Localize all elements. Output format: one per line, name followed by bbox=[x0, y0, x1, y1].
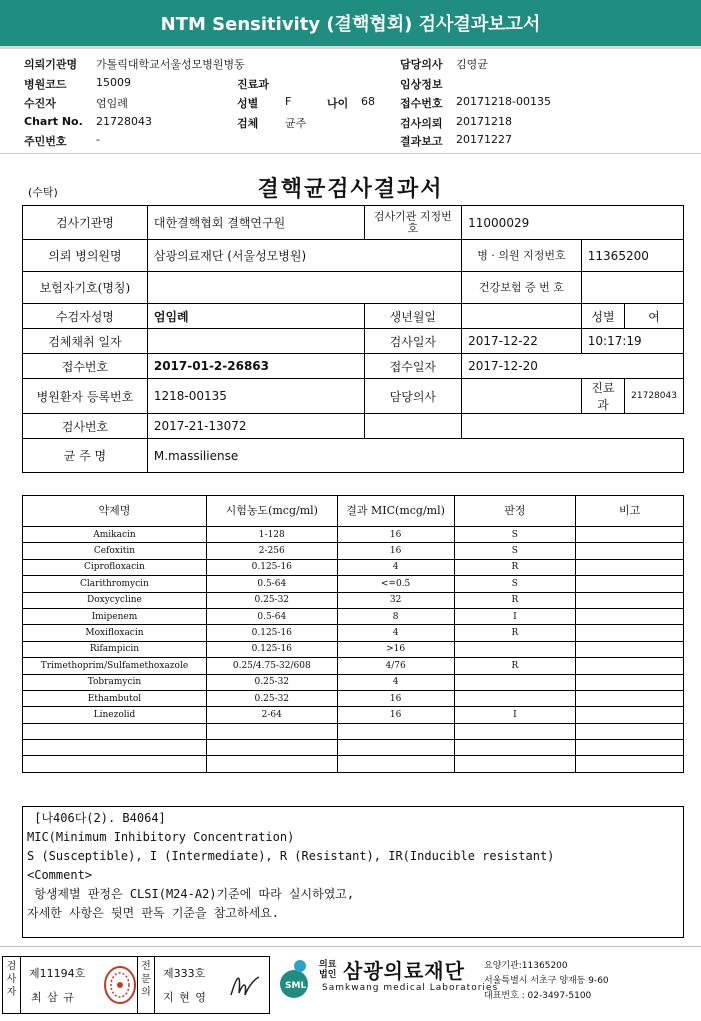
header-value: F bbox=[285, 95, 292, 108]
remark-cell bbox=[576, 756, 684, 772]
concentration-cell: 0.125-16 bbox=[206, 641, 337, 657]
interpretation-cell: R bbox=[454, 592, 576, 608]
header-label: Chart No. bbox=[24, 115, 83, 128]
interpretation-cell: I bbox=[454, 707, 576, 723]
remark-cell bbox=[576, 740, 684, 756]
info-label: 생년월일 bbox=[364, 304, 462, 329]
header-value: 20171218-00135 bbox=[456, 95, 551, 108]
org-code: 요양기관:11365200 bbox=[484, 961, 568, 971]
interpretation-cell: R bbox=[454, 559, 576, 575]
header-value: 김영균 bbox=[456, 58, 488, 71]
inspector-name: 최 삼 규 bbox=[31, 991, 75, 1004]
header-label: 주민번호 bbox=[24, 135, 67, 148]
concentration-cell bbox=[206, 723, 337, 739]
table-row bbox=[23, 608, 684, 624]
info-label: 검사번호 bbox=[23, 414, 148, 439]
interpretation-cell: S bbox=[454, 527, 576, 543]
drug-name-cell: Trimethoprim/Sulfamethoxazole bbox=[23, 658, 207, 674]
remark-cell bbox=[576, 625, 684, 641]
table-row bbox=[23, 740, 684, 756]
accession-value: 2017-01-2-26863 bbox=[147, 354, 364, 379]
remark-cell bbox=[576, 723, 684, 739]
header-value: 20171218 bbox=[456, 115, 512, 128]
inspector-label: 검사자 bbox=[3, 957, 21, 1013]
interpretation-cell: S bbox=[454, 576, 576, 592]
header-label: 접수번호 bbox=[400, 97, 443, 110]
header-value: 가톨릭대학교서울성모병원병동 bbox=[96, 58, 245, 71]
mic-cell: 8 bbox=[337, 608, 454, 624]
mic-cell: 4 bbox=[337, 559, 454, 575]
designation-value: 11000029 bbox=[462, 206, 684, 240]
info-label: 검사기관 지정번호 bbox=[364, 206, 462, 240]
interpretation-cell bbox=[454, 740, 576, 756]
info-label: 담당의사 bbox=[364, 379, 462, 414]
table-row bbox=[23, 559, 684, 575]
drug-name-cell: Cefoxitin bbox=[23, 543, 207, 559]
mic-cell bbox=[337, 723, 454, 739]
mic-cell: 4 bbox=[337, 674, 454, 690]
header-label: 진료과 bbox=[237, 78, 269, 91]
mic-cell: 16 bbox=[337, 543, 454, 559]
signature-icon bbox=[227, 965, 263, 1005]
interpretation-cell bbox=[454, 756, 576, 772]
header-value: 엄임례 bbox=[96, 97, 128, 110]
table-row bbox=[23, 625, 684, 641]
header-label: 병원코드 bbox=[24, 78, 67, 91]
header-label: 결과보고 bbox=[400, 135, 443, 148]
table-row bbox=[23, 723, 684, 739]
info-label: 접수일자 bbox=[364, 354, 462, 379]
remark-cell bbox=[576, 608, 684, 624]
interpretation-cell: R bbox=[454, 658, 576, 674]
table-row bbox=[23, 756, 684, 772]
test-time-value: 10:17:19 bbox=[581, 329, 683, 354]
column-header: 비고 bbox=[576, 496, 684, 527]
note-line: [나406다(2). B4064] bbox=[27, 811, 166, 825]
column-header: 결과 MIC(mcg/ml) bbox=[337, 496, 454, 527]
specialist-name: 지 현 영 bbox=[163, 991, 207, 1004]
table-row bbox=[23, 690, 684, 706]
sex-value: 여 bbox=[625, 304, 684, 329]
table-row bbox=[23, 707, 684, 723]
doctor-value bbox=[462, 379, 582, 414]
info-label: 성별 bbox=[581, 304, 624, 329]
remark-cell bbox=[576, 674, 684, 690]
seal-stamp-icon bbox=[103, 965, 137, 1005]
org-phone: 대표번호 : 02-3497-5100 bbox=[484, 991, 592, 1001]
column-header: 판정 bbox=[454, 496, 576, 527]
remark-cell bbox=[576, 707, 684, 723]
info-label: 병 · 의원 지정번호 bbox=[462, 240, 582, 272]
remark-cell bbox=[576, 527, 684, 543]
info-label: 의뢰 병의원명 bbox=[23, 240, 148, 272]
report-header-bar bbox=[0, 0, 701, 46]
info-label: 진료과 bbox=[581, 379, 624, 414]
drug-name-cell bbox=[23, 740, 207, 756]
header-label: 성별 bbox=[237, 97, 259, 110]
report-title: 결핵균검사결과서 bbox=[257, 176, 444, 202]
info-label: 검체채취 일자 bbox=[23, 329, 148, 354]
drug-name-cell: Clarithromycin bbox=[23, 576, 207, 592]
drug-name-cell: Rifampicin bbox=[23, 641, 207, 657]
header-label: 검체 bbox=[237, 117, 259, 130]
drug-name-cell bbox=[23, 723, 207, 739]
interpretation-cell bbox=[454, 690, 576, 706]
info-label: 병원환자 등록번호 bbox=[23, 379, 148, 414]
interpretation-cell bbox=[454, 674, 576, 690]
note-line: <Comment> bbox=[27, 868, 93, 882]
age-value: 68 bbox=[361, 95, 375, 108]
logo-text: SML bbox=[285, 981, 307, 991]
info-label: 검사일자 bbox=[364, 329, 462, 354]
concentration-cell: 0.5-64 bbox=[206, 608, 337, 624]
mic-cell: 4 bbox=[337, 625, 454, 641]
header-value: 15009 bbox=[96, 76, 131, 89]
header-label: 의뢰기관명 bbox=[24, 58, 78, 71]
section-divider bbox=[0, 153, 701, 154]
remark-cell bbox=[576, 543, 684, 559]
drug-name-cell: Ethambutol bbox=[23, 690, 207, 706]
header-divider bbox=[0, 46, 701, 49]
drug-name-cell: Moxifloxacin bbox=[23, 625, 207, 641]
table-row bbox=[23, 658, 684, 674]
concentration-cell: 0.125-16 bbox=[206, 559, 337, 575]
drug-table-body bbox=[23, 527, 684, 773]
interpretation-cell: R bbox=[454, 625, 576, 641]
mic-cell bbox=[337, 740, 454, 756]
info-label: 수검자성명 bbox=[23, 304, 148, 329]
remark-cell bbox=[576, 658, 684, 674]
info-label: 건강보험 증 번 호 bbox=[462, 272, 582, 304]
header-value: 20171227 bbox=[456, 133, 512, 146]
test-date-value: 2017-12-22 bbox=[462, 329, 582, 354]
patient-reg-value: 1218-00135 bbox=[147, 379, 364, 414]
header-value: 균주 bbox=[285, 117, 307, 130]
info-label: 접수번호 bbox=[23, 354, 148, 379]
mic-cell: 16 bbox=[337, 690, 454, 706]
interpretation-cell bbox=[454, 723, 576, 739]
concentration-cell: 0.5-64 bbox=[206, 576, 337, 592]
interpretation-cell bbox=[454, 641, 576, 657]
note-line: 자세한 사항은 뒷면 판독 기준을 참고하세요. bbox=[27, 906, 280, 920]
mic-cell: >16 bbox=[337, 641, 454, 657]
drug-name-cell: Amikacin bbox=[23, 527, 207, 543]
dept-value: 21728043 bbox=[625, 379, 684, 414]
column-header: 시험농도(mcg/ml) bbox=[206, 496, 337, 527]
concentration-cell bbox=[206, 756, 337, 772]
footer-divider bbox=[0, 946, 701, 947]
received-label: (수탁) bbox=[28, 186, 58, 199]
mic-cell: 32 bbox=[337, 592, 454, 608]
age-label: 나이 bbox=[327, 97, 349, 110]
concentration-cell: 0.25-32 bbox=[206, 690, 337, 706]
test-no-value: 2017-21-13072 bbox=[147, 414, 364, 439]
collection-date-value bbox=[147, 329, 364, 354]
concentration-cell: 0.25/4.75-32/608 bbox=[206, 658, 337, 674]
inspector-license: 제11194호 bbox=[29, 967, 86, 980]
concentration-cell: 0.25-32 bbox=[206, 592, 337, 608]
requesting-hospital-value: 삼광의료재단 (서울성모병원) bbox=[147, 240, 461, 272]
drug-name-cell: Doxycycline bbox=[23, 592, 207, 608]
insurance-value bbox=[147, 272, 461, 304]
birth-value bbox=[462, 304, 582, 329]
header-label: 임상정보 bbox=[400, 78, 443, 91]
drug-name-cell: Imipenem bbox=[23, 608, 207, 624]
note-line: S (Susceptible), I (Intermediate), R (Resistant), IR(Inducible resistant) bbox=[27, 849, 555, 863]
remark-cell bbox=[576, 641, 684, 657]
remark-cell bbox=[576, 690, 684, 706]
remark-cell bbox=[576, 592, 684, 608]
health-insurance-value bbox=[581, 272, 683, 304]
interpretation-cell: S bbox=[454, 543, 576, 559]
concentration-cell: 0.125-16 bbox=[206, 625, 337, 641]
species-value: M.massiliense bbox=[147, 439, 683, 473]
specialist-label: 전문의 bbox=[137, 957, 155, 1013]
mic-cell bbox=[337, 756, 454, 772]
table-row bbox=[23, 641, 684, 657]
hospital-designation-value: 11365200 bbox=[581, 240, 683, 272]
header-label: 검사의뢰 bbox=[400, 117, 443, 130]
table-row bbox=[23, 576, 684, 592]
mic-cell: 4/76 bbox=[337, 658, 454, 674]
header-label: 수진자 bbox=[24, 97, 56, 110]
mic-cell: 16 bbox=[337, 527, 454, 543]
table-row bbox=[23, 674, 684, 690]
drug-susceptibility-table bbox=[22, 495, 684, 773]
concentration-cell: 2-256 bbox=[206, 543, 337, 559]
specialist-license: 제333호 bbox=[163, 967, 206, 980]
note-line: 항생제별 판정은 CLSI(M24-A2)기준에 따라 실시하였고, bbox=[27, 887, 355, 901]
table-row bbox=[23, 592, 684, 608]
org-name: 삼광의료재단 bbox=[343, 959, 465, 983]
drug-name-cell: Ciprofloxacin bbox=[23, 559, 207, 575]
sml-logo-icon bbox=[272, 956, 316, 1000]
info-label: 균 주 명 bbox=[23, 439, 148, 473]
interpretation-cell: I bbox=[454, 608, 576, 624]
drug-name-cell: Linezolid bbox=[23, 707, 207, 723]
remark-cell bbox=[576, 576, 684, 592]
note-line: MIC(Minimum Inhibitory Concentration) bbox=[27, 830, 295, 844]
notes-box bbox=[22, 806, 684, 938]
column-header: 약제명 bbox=[23, 496, 207, 527]
table-row bbox=[23, 543, 684, 559]
drug-name-cell bbox=[23, 756, 207, 772]
header-label: 담당의사 bbox=[400, 58, 443, 71]
concentration-cell: 0.25-32 bbox=[206, 674, 337, 690]
received-date-value: 2017-12-20 bbox=[462, 354, 684, 379]
org-address: 서울특별시 서초구 양재동 9-60 bbox=[484, 976, 609, 986]
concentration-cell: 2-64 bbox=[206, 707, 337, 723]
mic-cell: 16 bbox=[337, 707, 454, 723]
org-english: Samkwang medical Laboratories bbox=[322, 983, 499, 993]
concentration-cell bbox=[206, 740, 337, 756]
concentration-cell: 1-128 bbox=[206, 527, 337, 543]
institution-value: 대한결핵협회 결핵연구원 bbox=[147, 206, 364, 240]
drug-name-cell: Tobramycin bbox=[23, 674, 207, 690]
remark-cell bbox=[576, 559, 684, 575]
mic-cell: <=0.5 bbox=[337, 576, 454, 592]
patient-info-table bbox=[22, 205, 684, 473]
report-header-title: NTM Sensitivity (결핵협회) 검사결과보고서 bbox=[160, 14, 541, 35]
patient-name-value: 엄임례 bbox=[147, 304, 364, 329]
signature-box bbox=[2, 956, 270, 1014]
table-row bbox=[23, 527, 684, 543]
header-value: - bbox=[96, 133, 100, 146]
org-prefix: 의료법인 bbox=[319, 960, 337, 980]
info-label: 보험자기호(명칭) bbox=[23, 272, 148, 304]
header-value: 21728043 bbox=[96, 115, 152, 128]
info-label: 검사기관명 bbox=[23, 206, 148, 240]
